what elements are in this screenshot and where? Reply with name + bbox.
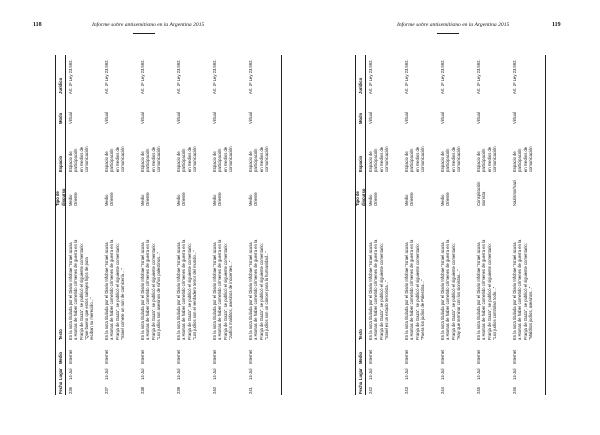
- discourse-type-cell: [404, 173, 438, 207]
- type-line: Medio: [440, 194, 445, 206]
- space-line: participación: [253, 148, 259, 172]
- space-cell: [176, 125, 210, 173]
- space-line: Espacio de: [68, 151, 73, 172]
- mode-cell: Virtual: [512, 112, 517, 124]
- text-line: En la nota titulada por el Diario Infobae "Israel acusa: [212, 242, 217, 340]
- space-line: participación: [445, 148, 451, 172]
- type-line: Oriente: [145, 192, 151, 206]
- space-line: participación: [409, 148, 415, 172]
- table-row: [366, 55, 402, 395]
- medium-cell: Internet: [104, 349, 109, 364]
- space-line: participación: [181, 148, 187, 172]
- legal-cell: Art. 3º Ley 23.592.: [248, 59, 253, 94]
- type-line: Oriente: [409, 192, 415, 206]
- space-line: en medios de: [186, 146, 192, 172]
- col-medio-header: Medio: [57, 351, 63, 364]
- legal-cell: Art. 3º Ley 23.592.: [212, 59, 217, 94]
- date-cell: 14-Jul: [140, 368, 145, 380]
- text-line: Franja de Gaza", se publicó el siguiente comentario:: [414, 243, 420, 340]
- legal-cell: Art. 3º Ley 23.592.: [440, 59, 445, 94]
- text-cell: [248, 207, 281, 341]
- type-line: Medio: [104, 194, 109, 206]
- text-line: En la nota titulada por el Diario Infobae "Israel acusa: [476, 242, 481, 340]
- space-line: participación: [373, 148, 379, 172]
- space-line: en medios de: [450, 146, 456, 172]
- col-tipo-header: Tipo de discurso: [355, 188, 366, 206]
- discourse-type-cell: [476, 173, 510, 207]
- medium-cell: Internet: [140, 349, 145, 364]
- type-line: Oriente: [373, 192, 379, 206]
- text-line: "Los judíos son un cáncer para la humanidad...": [263, 251, 269, 340]
- date-cell: 14-Jul: [68, 368, 73, 380]
- space-line: Espacio de: [212, 151, 217, 172]
- text-line: En la nota titulada por el Diario Infobae "Israel acusa: [68, 242, 73, 340]
- text-cell: [140, 207, 174, 341]
- text-line: Franja de Gaza", se publicó el siguiente comentario:: [78, 243, 84, 340]
- space-cell: [140, 125, 174, 173]
- discourse-type-cell: [104, 173, 138, 207]
- text-cell: [476, 207, 510, 341]
- text-line: "Malditos judíos, asesinos...": [527, 286, 533, 340]
- text-line: En la nota titulada por el Diario Infobae "Israel acusa: [440, 242, 445, 340]
- row-number: 244: [440, 387, 445, 394]
- table-row: [438, 55, 474, 395]
- medium-cell: Internet: [404, 349, 409, 364]
- text-line: Franja de Gaza", se publicó el siguiente comentario:: [222, 243, 228, 340]
- text-line: Franja de Gaza", se publicó el siguiente comentario:: [378, 243, 384, 340]
- medium-cell: Internet: [248, 349, 253, 364]
- text-line: Franja de Gaza", se publicó el siguiente comentario:: [258, 243, 264, 340]
- text-line: En la nota titulada por el Diario Infobae "Israel acusa: [404, 242, 409, 340]
- space-line: comunicación: [155, 146, 161, 172]
- legal-cell: Art. 3º Ley 23.592.: [512, 59, 517, 94]
- running-head: Informe sobre antisemitismo en la Argentina 2015: [92, 22, 205, 28]
- space-line: comunicación: [227, 146, 233, 172]
- col-medio-header: Medio: [357, 351, 363, 364]
- space-line: Espacio de: [512, 151, 517, 172]
- text-line: reciban su merecido...": [89, 297, 94, 340]
- text-line: En la nota titulada por el Diario Infobae "Israel acusa: [512, 242, 517, 340]
- date-cell: 14-Jul: [368, 368, 373, 380]
- space-line: participación: [73, 148, 79, 172]
- space-line: en medios de: [522, 146, 528, 172]
- col-fecha-header: Fecha: [357, 381, 363, 394]
- text-line: "Fuera los judíos de Palestina...": [419, 279, 425, 340]
- space-line: comunicación: [119, 146, 125, 172]
- mode-cell: Virtual: [104, 112, 109, 124]
- legal-cell: Art. 3º Ley 23.592.: [68, 59, 73, 94]
- space-cell: [476, 125, 510, 173]
- text-line: a Hamas de haber cometido crímenes de guerra en la: [517, 239, 523, 340]
- space-line: en medios de: [486, 146, 492, 172]
- table-row: [246, 55, 282, 395]
- row-number: 240: [212, 387, 217, 394]
- col-texto-header: Texto: [357, 329, 363, 340]
- discourse-type-cell: [140, 173, 174, 207]
- col-juridico-header: Jurídico: [57, 77, 63, 94]
- date-cell: 14-Jul: [440, 368, 445, 380]
- space-cell: [248, 125, 281, 173]
- space-line: participación: [145, 148, 151, 172]
- text-line: a Hamas de haber cometido crímenes de guerra en la: [145, 239, 151, 340]
- space-line: en medios de: [114, 146, 120, 172]
- medium-cell: Internet: [212, 349, 217, 364]
- space-line: Espacio de: [368, 151, 373, 172]
- type-line: Medio: [176, 194, 181, 206]
- legal-cell: Art. 3º Ley 23.592.: [140, 59, 145, 94]
- text-line: Franja de Gaza", se publicó el siguiente comentario:: [486, 243, 492, 340]
- type-line: Oriente: [181, 192, 187, 206]
- medium-cell: Internet: [368, 349, 373, 364]
- header-rule: [133, 33, 155, 34]
- text-line: Franja de Gaza", se publicó el siguiente comentario:: [114, 243, 120, 340]
- row-number: 236: [68, 387, 73, 394]
- text-line: Franja de Gaza", se publicó el siguiente comentario:: [450, 243, 456, 340]
- col-espacio-header: Espacio: [57, 155, 63, 172]
- space-line: Espacio de: [248, 151, 253, 172]
- col-modo-header: Modo: [357, 112, 363, 124]
- page-number: 118: [33, 22, 42, 28]
- discourse-type-cell: [368, 173, 402, 207]
- text-cell: [512, 207, 545, 341]
- text-line: Franja de Gaza", se publicó el siguiente comentario:: [150, 243, 156, 340]
- row-number: 246: [512, 387, 517, 394]
- type-line: Nazismo/Nazi: [512, 180, 517, 206]
- table-row: [402, 55, 438, 395]
- text-line: En la nota titulada por el Diario Infobae "Israel acusa: [140, 242, 145, 340]
- type-line: Oriente: [217, 192, 223, 206]
- legal-cell: Art. 3º Ley 23.592.: [476, 59, 481, 94]
- table-row: [66, 55, 102, 395]
- discourse-type-cell: [512, 173, 545, 207]
- text-line: a Hamas de haber cometido crímenes de guerra en la: [73, 239, 79, 340]
- row-number: 243: [404, 387, 409, 394]
- space-line: participación: [109, 148, 115, 172]
- date-cell: 14-Jul: [176, 368, 181, 380]
- text-cell: [440, 207, 474, 341]
- space-line: comunicación: [83, 146, 89, 172]
- space-line: Espacio de: [440, 151, 445, 172]
- space-line: comunicación: [527, 146, 533, 172]
- space-line: Espacio de: [140, 151, 145, 172]
- table-row: [138, 55, 174, 395]
- text-cell: [176, 207, 210, 341]
- mode-cell: Virtual: [212, 112, 217, 124]
- text-line: "Que bueno que estos salvajes hijos de puta: [83, 257, 89, 340]
- space-line: participación: [517, 148, 523, 172]
- text-line: En la nota titulada por el Diario Infobae "Israel acusa: [176, 242, 181, 340]
- discourse-type-cell: [212, 173, 246, 207]
- space-line: en medios de: [222, 146, 228, 172]
- mode-cell: Virtual: [368, 112, 373, 124]
- type-line: Oriente: [253, 192, 259, 206]
- col-lugar-header: Lugar: [57, 368, 63, 380]
- legal-cell: Art. 3º Ley 23.592.: [368, 59, 373, 94]
- text-line: "Israel es un estado terrorista...": [383, 280, 389, 340]
- legal-cell: Art. 3º Ley 23.592.: [104, 59, 109, 94]
- col-tipo-header: Tipo de discurso: [55, 188, 66, 206]
- row-number: 238: [140, 387, 145, 394]
- space-cell: [404, 125, 438, 173]
- text-line: En la nota titulada por el Diario Infobae "Israel acusa: [248, 242, 253, 340]
- space-line: comunicación: [191, 146, 197, 172]
- mode-cell: Virtual: [440, 112, 445, 124]
- legal-cell: Art. 3º Ley 23.592.: [176, 59, 181, 94]
- space-line: comunicación: [491, 146, 497, 172]
- table-row: [474, 55, 510, 395]
- space-line: Espacio de: [104, 151, 109, 172]
- text-line: a Hamas de haber cometido crímenes de guerra en la: [445, 239, 451, 340]
- mode-cell: Virtual: [140, 112, 145, 124]
- space-line: comunicación: [455, 146, 461, 172]
- text-line: "Los judíos controlan todo...": [491, 286, 497, 340]
- date-cell: 14-Jul: [248, 368, 253, 380]
- type-line: sionista: [481, 191, 487, 206]
- space-line: comunicación: [383, 146, 389, 172]
- row-number: 245: [476, 387, 481, 394]
- right-page: [300, 0, 600, 435]
- text-cell: [212, 207, 246, 341]
- discourse-type-cell: [176, 173, 210, 207]
- discourse-type-cell: [248, 173, 281, 207]
- page-number: 119: [552, 22, 561, 28]
- col-modo-header: Modo: [57, 112, 63, 124]
- discourse-type-cell: [440, 173, 474, 207]
- row-number: 237: [104, 387, 109, 394]
- space-cell: [512, 125, 545, 173]
- type-line: Medio: [212, 194, 217, 206]
- space-line: en medios de: [78, 146, 84, 172]
- col-texto-header: Texto: [57, 329, 63, 340]
- mode-cell: Virtual: [176, 112, 181, 124]
- space-line: comunicación: [263, 146, 269, 172]
- space-line: en medios de: [150, 146, 156, 172]
- space-line: participación: [217, 148, 223, 172]
- mode-cell: Virtual: [248, 112, 253, 124]
- space-cell: [368, 125, 402, 173]
- space-cell: [212, 125, 246, 173]
- text-line: En la nota titulada por el Diario Infobae "Israel acusa: [104, 242, 109, 340]
- discourse-type-cell: [68, 173, 102, 207]
- row-number: 242: [368, 387, 373, 394]
- date-cell: 14-Jul: [404, 368, 409, 380]
- type-line: Medio: [140, 194, 145, 206]
- legal-cell: Art. 3º Ley 23.592.: [404, 59, 409, 94]
- space-line: Espacio de: [404, 151, 409, 172]
- type-line: Medio: [248, 194, 253, 206]
- text-line: a Hamas de haber cometido crímenes de guerra en la: [181, 239, 187, 340]
- col-juridico-header: Jurídico: [357, 77, 363, 94]
- type-line: Medio: [404, 194, 409, 206]
- text-cell: [68, 207, 102, 341]
- space-line: en medios de: [378, 146, 384, 172]
- report-table: [55, 55, 269, 395]
- type-line: Oriente: [445, 192, 451, 206]
- text-line: a Hamas de haber cometido crímenes de guerra en la: [481, 239, 487, 340]
- text-line: "Hay que terminar con los sionistas...": [455, 269, 461, 340]
- mode-cell: Virtual: [404, 112, 409, 124]
- type-line: Medio: [68, 194, 73, 206]
- space-line: Espacio de: [476, 151, 481, 172]
- space-line: Espacio de: [176, 151, 181, 172]
- running-head: Informe sobre antisemitismo en la Argentina 2015: [397, 22, 510, 28]
- space-line: en medios de: [414, 146, 420, 172]
- table-row: [210, 55, 246, 395]
- type-line: Oriente: [73, 192, 79, 206]
- type-line: Conspiración: [476, 181, 481, 206]
- text-cell: [404, 207, 438, 341]
- space-cell: [440, 125, 474, 173]
- text-line: a Hamas de haber cometido crímenes de guerra en la: [409, 239, 415, 340]
- text-line: Franja de Gaza", se publicó el siguiente comentario:: [522, 243, 528, 340]
- text-line: a Hamas de haber cometido crímenes de guerra en la: [217, 239, 223, 340]
- space-line: en medios de: [258, 146, 264, 172]
- table-row: [174, 55, 210, 395]
- space-line: participación: [481, 148, 487, 172]
- text-line: "Israel comete un ruin de carnicería ...": [119, 267, 125, 340]
- date-cell: 14-Jul: [212, 368, 217, 380]
- text-line: "Los judíos son asesinos de niños palestinos...": [155, 251, 161, 340]
- row-number: 239: [176, 387, 181, 394]
- table-header: [55, 55, 66, 395]
- col-lugar-header: Lugar: [357, 368, 363, 380]
- text-line: a Hamas de haber cometido crímenes de guerra en la: [109, 239, 115, 340]
- text-cell: [368, 207, 402, 341]
- text-line: a Hamas de haber cometido crímenes de guerra en la: [253, 239, 259, 340]
- date-cell: 14-Jul: [476, 368, 481, 380]
- type-line: Medio: [368, 194, 373, 206]
- medium-cell: Internet: [476, 349, 481, 364]
- text-line: Franja de Gaza", se publicó el siguiente comentario:: [186, 243, 192, 340]
- space-line: comunicación: [419, 146, 425, 172]
- text-line: "Los judíos son el verdadero terror del mundo...": [191, 250, 197, 340]
- table-header: [355, 55, 366, 395]
- table-row: [510, 55, 546, 395]
- header-rule: [437, 33, 459, 34]
- medium-cell: Internet: [512, 349, 517, 364]
- report-table: [355, 55, 553, 395]
- space-cell: [68, 125, 102, 173]
- space-cell: [104, 125, 138, 173]
- mode-cell: Virtual: [68, 112, 73, 124]
- text-line: "Judíos malditos, asesinos de inocentes...": [227, 260, 233, 340]
- text-line: En la nota titulada por el Diario Infobae "Israel acusa: [368, 242, 373, 340]
- medium-cell: Internet: [176, 349, 181, 364]
- type-line: Oriente: [109, 192, 115, 206]
- text-cell: [104, 207, 138, 341]
- col-espacio-header: Espacio: [357, 155, 363, 172]
- date-cell: 14-Jul: [104, 368, 109, 380]
- table-row: [102, 55, 138, 395]
- text-line: a Hamas de haber cometido crímenes de guerra en la: [373, 239, 379, 340]
- col-fecha-header: Fecha: [57, 381, 63, 394]
- mode-cell: Virtual: [476, 112, 481, 124]
- row-number: 241: [248, 387, 253, 394]
- medium-cell: Internet: [68, 349, 73, 364]
- medium-cell: Internet: [440, 349, 445, 364]
- date-cell: 14-Jul: [512, 368, 517, 380]
